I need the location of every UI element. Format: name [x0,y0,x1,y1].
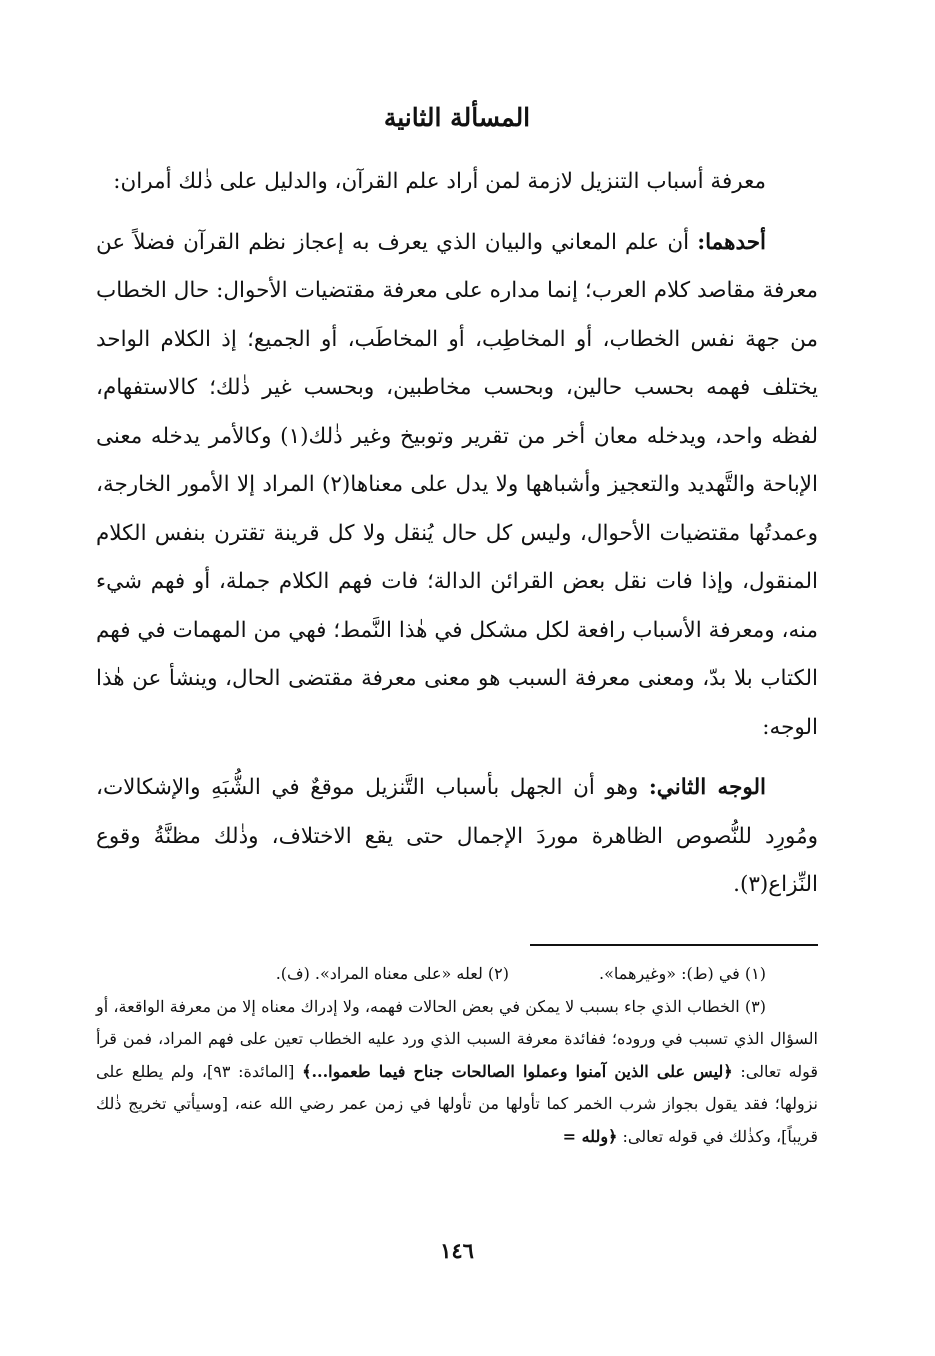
footnote-3-text: (٣) الخطاب الذي جاء بسبب لا يمكن في بعض الحالات فهمه، ولا إدراك معناه إلا من معرفة الواقعة، أو السؤال الذي تسبب في وروده؛ ففائدة معرفة السبب الذي ورد عليه الخطاب تعين على فهم المراد، فمن قرأ قوله تعالى: [96,996,819,1081]
first-reason-lead: أحدهما: [697,229,766,255]
footnote-3-verse: ﴿ليس على الذين آمنوا وعملوا الصالحات جناح فيما طعموا...﴾ [302,1061,733,1081]
footnote-3-verse-tail: ﴿ولله = [562,1126,618,1146]
footnote-2: (٢) لعله «على معناه المراد». (ف). [275,964,510,983]
footnote-separator [530,944,818,946]
first-reason-body: أن علم المعاني والبيان الذي يعرف به إعجاز نظم القرآن فضلاً عن معرفة مقاصد كلام العرب؛ إنما مداره على معرفة مقتضيات الأحوال: حال الخطاب من جهة نفس الخطاب، أو المخاطِب، أو المخاطَب، أو الجميع؛ إذ الكلام الواحد يختلف فهمه بحسب حالين، وبحسب مخاطبين، وبحسب غير ذٰلك؛ كالاستفهام، لفظه واحد، ويدخله معان أخر من تقرير وتوبيخ وغير ذٰلك(١) وكالأمر يدخله معنى الإباحة والتَّهديد والتعجيز وأشباهها ولا يدل على معناها(٢) المراد إلا الأمور الخارجة، وعمدتُها مقتضيات الأحوال، وليس كل حال يُنقل ولا كل قرينة تقترن بنفس الكلام المنقول، وإذا فات نقل بعض القرائن الدالة؛ فات فهم الكلام جملة، أو فهم شيء منه، ومعرفة الأسباب رافعة لكل مشكل في هٰذا النَّمط؛ فهي من المهمات في فهم الكتاب بلا بدّ، ومعنى معرفة السبب هو معنى معرفة مقتضى الحال، وينشأ عن هٰذا الوجه: [96,229,818,740]
first-reason-paragraph [96,219,818,753]
footnote-3-continuation: [المائدة: ٩٣]، ولم يطلع على نزولها؛ فقد يقول بجواز شرب الخمر كما تأولها من تأولها في زمن عمر رضي الله عنه، [وسيأتي تخريج ذٰلك قريباً]، وكذٰلك في قوله تعالى: [96,1061,818,1146]
document-page [96,0,818,1356]
second-reason-lead: الوجه الثاني: [648,775,766,800]
second-reason-paragraph [96,764,818,910]
intro-paragraph: معرفة أسباب التنزيل لازمة لمن أراد علم القرآن، والدليل على ذٰلك أمران: [113,169,766,194]
footnotes [96,958,818,1153]
page-number: ١٤٦ [440,1238,474,1263]
footnote-row-1-2 [96,958,818,991]
second-reason-body: وهو أن الجهل بأسباب التَّنزيل موقعٌ في الشُّبَهِ والإشكالات، ومُورِد للنُّصوص الظاهرة موردَ الإجمال حتى يقع الاختلاف، وذٰلك مظنَّةُ وقوع النِّزاع(٣). [96,775,818,897]
section-title: المسألة الثانية [383,103,531,132]
footnote-3 [96,991,818,1154]
main-text [96,158,818,922]
footnote-1: (١) في (ط): «وغيرهما». [599,964,766,983]
